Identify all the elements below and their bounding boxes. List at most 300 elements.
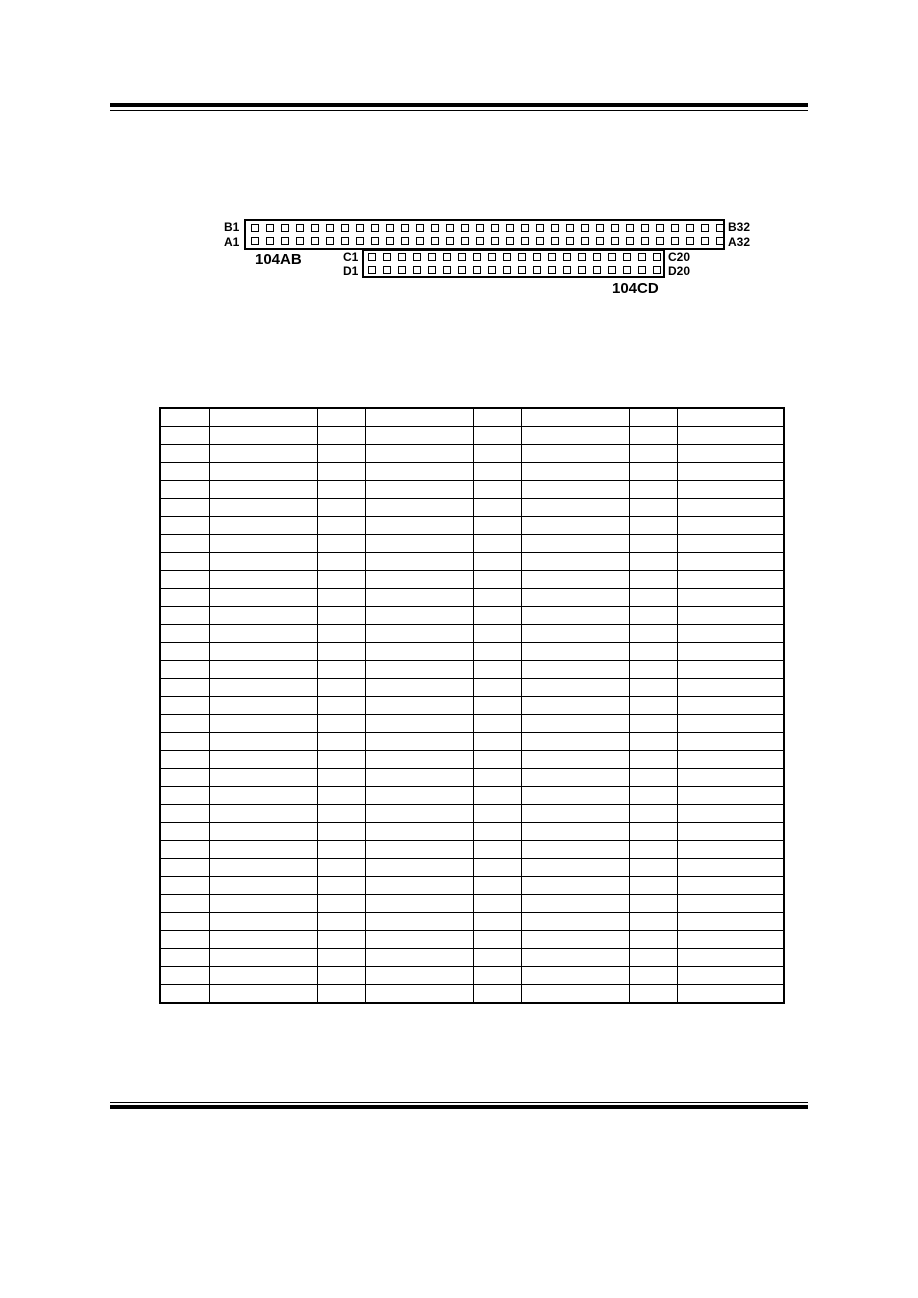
row-a-pin — [521, 237, 529, 245]
table-cell — [317, 841, 365, 859]
table-cell — [473, 877, 521, 895]
row-a-pin — [656, 237, 664, 245]
table-cell — [365, 571, 473, 589]
table-cell — [521, 625, 629, 643]
table-cell — [473, 589, 521, 607]
table-row — [160, 427, 784, 445]
table-cell — [521, 607, 629, 625]
table-row — [160, 679, 784, 697]
table-cell — [365, 697, 473, 715]
row-b-pin — [431, 224, 439, 232]
table-row — [160, 589, 784, 607]
table-cell — [473, 733, 521, 751]
table-cell — [365, 859, 473, 877]
table-cell — [629, 823, 677, 841]
table-cell — [629, 643, 677, 661]
table-cell — [629, 607, 677, 625]
table-cell — [677, 535, 784, 553]
row-a-pin — [701, 237, 709, 245]
row-c-pin — [533, 253, 541, 261]
table-cell — [365, 553, 473, 571]
table-cell — [521, 517, 629, 535]
header-rule-thick — [110, 103, 808, 107]
table-cell — [209, 517, 317, 535]
table-cell — [365, 445, 473, 463]
table-cell — [365, 715, 473, 733]
table-cell — [209, 607, 317, 625]
table-cell — [677, 805, 784, 823]
table-cell — [209, 859, 317, 877]
row-c-pin — [503, 253, 511, 261]
table-cell — [521, 805, 629, 823]
table-cell — [365, 913, 473, 931]
table-cell — [160, 535, 209, 553]
table-cell — [365, 787, 473, 805]
table-row — [160, 499, 784, 517]
row-c-pin — [488, 253, 496, 261]
row-b-pin — [281, 224, 289, 232]
table-cell — [160, 823, 209, 841]
table-cell — [160, 751, 209, 769]
table-cell — [209, 481, 317, 499]
table-cell — [629, 589, 677, 607]
table-cell — [677, 697, 784, 715]
table-cell — [677, 625, 784, 643]
table-cell — [677, 607, 784, 625]
row-d-pin — [638, 266, 646, 274]
table-cell — [365, 427, 473, 445]
table-cell — [365, 751, 473, 769]
table-cell — [317, 913, 365, 931]
row-d-pin — [578, 266, 586, 274]
table-cell — [677, 967, 784, 985]
row-b-pin — [716, 224, 724, 232]
row-b-pin — [266, 224, 274, 232]
row-b-pin — [461, 224, 469, 232]
table-cell — [160, 499, 209, 517]
table-cell — [365, 877, 473, 895]
table-cell — [629, 895, 677, 913]
table-cell — [677, 877, 784, 895]
table-cell — [629, 733, 677, 751]
table-cell — [473, 481, 521, 499]
table-cell — [160, 445, 209, 463]
table-row — [160, 787, 784, 805]
table-cell — [160, 841, 209, 859]
table-cell — [677, 679, 784, 697]
row-b-pin — [701, 224, 709, 232]
header-rule-thin — [110, 110, 808, 111]
row-a-pin — [596, 237, 604, 245]
table-cell — [317, 408, 365, 427]
row-a-pin — [311, 237, 319, 245]
table-cell — [629, 715, 677, 733]
table-cell — [677, 571, 784, 589]
row-b-pin — [296, 224, 304, 232]
table-cell — [160, 949, 209, 967]
table-cell — [677, 517, 784, 535]
table-cell — [209, 895, 317, 913]
table-cell — [473, 895, 521, 913]
table-cell — [521, 841, 629, 859]
row-c-pin — [383, 253, 391, 261]
row-a-pin — [611, 237, 619, 245]
table-cell — [209, 715, 317, 733]
table-cell — [317, 877, 365, 895]
table-row — [160, 823, 784, 841]
table-cell — [677, 859, 784, 877]
row-d-pin — [503, 266, 511, 274]
table-cell — [317, 589, 365, 607]
table-cell — [677, 985, 784, 1004]
row-b-pin — [656, 224, 664, 232]
table-cell — [209, 427, 317, 445]
table-cell — [160, 643, 209, 661]
table-cell — [677, 733, 784, 751]
table-row — [160, 517, 784, 535]
row-a-pin — [416, 237, 424, 245]
table-cell — [629, 967, 677, 985]
table-cell — [629, 913, 677, 931]
row-d-pin — [653, 266, 661, 274]
table-cell — [473, 445, 521, 463]
table-cell — [629, 427, 677, 445]
table-row — [160, 661, 784, 679]
row-a-pin — [581, 237, 589, 245]
row-c-pin — [638, 253, 646, 261]
table-cell — [677, 751, 784, 769]
table-cell — [521, 535, 629, 553]
row-d-pin — [398, 266, 406, 274]
table-cell — [677, 481, 784, 499]
table-cell — [317, 859, 365, 877]
row-d-pin — [428, 266, 436, 274]
table-cell — [317, 679, 365, 697]
table-row — [160, 643, 784, 661]
table-cell — [209, 463, 317, 481]
table-cell — [521, 787, 629, 805]
table-cell — [473, 625, 521, 643]
table-cell — [677, 408, 784, 427]
row-b-pin — [476, 224, 484, 232]
table-cell — [629, 679, 677, 697]
table-cell — [365, 805, 473, 823]
table-cell — [160, 661, 209, 679]
table-cell — [160, 481, 209, 499]
table-row — [160, 967, 784, 985]
pin-label-b32: B32 — [728, 220, 751, 234]
table-cell — [317, 967, 365, 985]
table-cell — [677, 445, 784, 463]
table-row — [160, 931, 784, 949]
table-cell — [629, 445, 677, 463]
table-cell — [317, 769, 365, 787]
table-cell — [160, 805, 209, 823]
connector-104cd-outline — [362, 249, 665, 278]
pin-label-d1: D1 — [343, 264, 359, 278]
table-cell — [209, 841, 317, 859]
row-b-pin — [371, 224, 379, 232]
table-cell — [521, 823, 629, 841]
table-cell — [160, 553, 209, 571]
table-cell — [629, 625, 677, 643]
table-cell — [629, 787, 677, 805]
table-cell — [629, 553, 677, 571]
table-cell — [209, 733, 317, 751]
table-cell — [317, 445, 365, 463]
table-cell — [317, 949, 365, 967]
table-cell — [677, 769, 784, 787]
row-b-pin — [611, 224, 619, 232]
table-cell — [317, 427, 365, 445]
row-d-pin — [623, 266, 631, 274]
table-cell — [677, 553, 784, 571]
table-cell — [160, 895, 209, 913]
table-cell — [521, 769, 629, 787]
table-cell — [209, 697, 317, 715]
table-cell — [521, 949, 629, 967]
row-d-pin — [548, 266, 556, 274]
table-cell — [160, 913, 209, 931]
table-cell — [365, 769, 473, 787]
table-cell — [160, 733, 209, 751]
row-c-pin — [593, 253, 601, 261]
table-cell — [677, 463, 784, 481]
table-cell — [521, 733, 629, 751]
table-cell — [473, 769, 521, 787]
row-a-pin — [386, 237, 394, 245]
table-cell — [317, 931, 365, 949]
table-cell — [160, 877, 209, 895]
table-cell — [629, 949, 677, 967]
table-cell — [160, 625, 209, 643]
table-cell — [521, 427, 629, 445]
table-cell — [629, 499, 677, 517]
row-a-pin — [686, 237, 694, 245]
table-cell — [629, 481, 677, 499]
table-cell — [209, 967, 317, 985]
table-cell — [365, 499, 473, 517]
table-cell — [209, 625, 317, 643]
table-cell — [160, 408, 209, 427]
table-cell — [317, 697, 365, 715]
table-row — [160, 877, 784, 895]
table-cell — [160, 427, 209, 445]
table-row — [160, 715, 784, 733]
table-row — [160, 985, 784, 1004]
table-cell — [317, 823, 365, 841]
table-cell — [209, 589, 317, 607]
table-cell — [365, 661, 473, 679]
table-cell — [473, 913, 521, 931]
row-b-pin — [386, 224, 394, 232]
table-cell — [521, 481, 629, 499]
table-cell — [521, 463, 629, 481]
table-cell — [317, 481, 365, 499]
row-d-pin — [593, 266, 601, 274]
table-cell — [365, 643, 473, 661]
row-a-pin — [446, 237, 454, 245]
row-a-pin — [281, 237, 289, 245]
table-cell — [521, 408, 629, 427]
table-row — [160, 913, 784, 931]
table-cell — [629, 751, 677, 769]
table-cell — [209, 499, 317, 517]
table-row — [160, 481, 784, 499]
row-c-pin — [563, 253, 571, 261]
table-cell — [521, 715, 629, 733]
table-cell — [317, 625, 365, 643]
pin-label-b1: B1 — [224, 220, 240, 234]
table-row — [160, 408, 784, 427]
table-cell — [365, 625, 473, 643]
table-cell — [677, 589, 784, 607]
pin-label-a1: A1 — [224, 235, 240, 249]
table-cell — [473, 571, 521, 589]
row-c-pin — [398, 253, 406, 261]
table-cell — [473, 967, 521, 985]
table-cell — [209, 661, 317, 679]
table-cell — [473, 823, 521, 841]
row-c-pin — [653, 253, 661, 261]
row-b-pin — [581, 224, 589, 232]
table-cell — [209, 408, 317, 427]
row-a-pin — [326, 237, 334, 245]
row-b-pin — [416, 224, 424, 232]
pin-assignment-table — [159, 407, 785, 1004]
row-d-pin — [473, 266, 481, 274]
row-a-pin — [341, 237, 349, 245]
table-row — [160, 769, 784, 787]
table-row — [160, 841, 784, 859]
table-cell — [521, 553, 629, 571]
table-cell — [317, 733, 365, 751]
row-d-pin — [608, 266, 616, 274]
row-c-pin — [458, 253, 466, 261]
table-cell — [629, 805, 677, 823]
table-cell — [160, 517, 209, 535]
row-c-pin — [608, 253, 616, 261]
table-cell — [521, 985, 629, 1004]
table-cell — [473, 607, 521, 625]
table-cell — [677, 931, 784, 949]
table-cell — [209, 949, 317, 967]
row-b-pin — [566, 224, 574, 232]
table-row — [160, 859, 784, 877]
table-cell — [365, 931, 473, 949]
table-cell — [317, 661, 365, 679]
table-cell — [365, 589, 473, 607]
row-b-pin — [671, 224, 679, 232]
row-b-pin — [311, 224, 319, 232]
table-cell — [473, 841, 521, 859]
table-cell — [365, 967, 473, 985]
row-c-pin — [428, 253, 436, 261]
row-d-pin — [488, 266, 496, 274]
table-cell — [160, 607, 209, 625]
row-c-pin — [578, 253, 586, 261]
table-cell — [160, 571, 209, 589]
table-cell — [473, 517, 521, 535]
table-cell — [677, 427, 784, 445]
table-cell — [160, 697, 209, 715]
table-cell — [677, 661, 784, 679]
table-row — [160, 625, 784, 643]
row-b-pin — [596, 224, 604, 232]
footer-rule-thick — [110, 1105, 808, 1109]
row-d-pin — [413, 266, 421, 274]
table-cell — [629, 517, 677, 535]
table-cell — [473, 463, 521, 481]
row-b-pin — [341, 224, 349, 232]
row-a-pin — [566, 237, 574, 245]
table-row — [160, 697, 784, 715]
row-c-pin — [548, 253, 556, 261]
table-cell — [473, 697, 521, 715]
table-row — [160, 733, 784, 751]
table-cell — [473, 805, 521, 823]
footer-rule-thin — [110, 1102, 808, 1103]
row-a-pin — [716, 237, 724, 245]
row-a-pin — [476, 237, 484, 245]
row-d-pin — [533, 266, 541, 274]
table-row — [160, 949, 784, 967]
table-cell — [677, 913, 784, 931]
row-b-pin — [551, 224, 559, 232]
table-cell — [160, 859, 209, 877]
table-cell — [677, 787, 784, 805]
table-cell — [317, 517, 365, 535]
table-cell — [473, 661, 521, 679]
table-cell — [473, 427, 521, 445]
row-b-pin — [626, 224, 634, 232]
table-cell — [677, 895, 784, 913]
table-cell — [365, 517, 473, 535]
table-cell — [160, 589, 209, 607]
table-cell — [317, 715, 365, 733]
row-b-pin — [521, 224, 529, 232]
row-a-pin — [671, 237, 679, 245]
table-cell — [160, 985, 209, 1004]
table-cell — [160, 463, 209, 481]
table-cell — [209, 769, 317, 787]
table-cell — [677, 643, 784, 661]
table-cell — [473, 949, 521, 967]
table-cell — [473, 931, 521, 949]
row-b-pin — [506, 224, 514, 232]
table-cell — [521, 571, 629, 589]
row-c-pin — [368, 253, 376, 261]
pin-label-c1: C1 — [343, 250, 359, 264]
row-d-pin — [563, 266, 571, 274]
table-cell — [473, 499, 521, 517]
table-cell — [521, 499, 629, 517]
row-a-pin — [506, 237, 514, 245]
table-cell — [365, 408, 473, 427]
row-a-pin — [251, 237, 259, 245]
table-cell — [209, 571, 317, 589]
table-cell — [209, 787, 317, 805]
table-cell — [209, 877, 317, 895]
table-cell — [473, 643, 521, 661]
row-a-pin — [536, 237, 544, 245]
row-c-pin — [443, 253, 451, 261]
table-cell — [629, 931, 677, 949]
table-cell — [317, 607, 365, 625]
table-cell — [209, 913, 317, 931]
row-a-pin — [491, 237, 499, 245]
table-cell — [521, 445, 629, 463]
